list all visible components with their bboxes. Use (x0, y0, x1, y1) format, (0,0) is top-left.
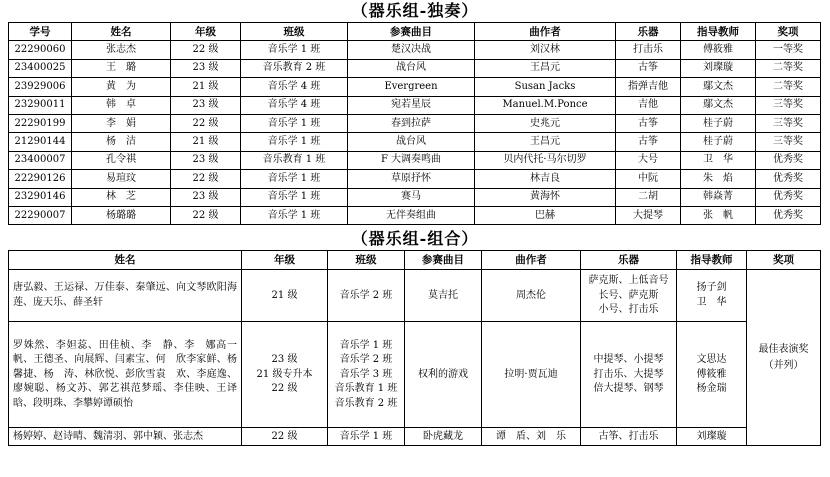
instrument-cell: 中提琴、小提琴 打击乐、大提琴 倍大提琴、钢琴 (581, 322, 677, 428)
instrument-cell: 古筝、打击乐 (581, 428, 677, 446)
award-cell: 优秀奖 (756, 188, 821, 206)
table-row (9, 206, 821, 224)
name-cell: 王 璐 (72, 59, 171, 77)
grade-cell: 23 级 (171, 59, 241, 77)
table-row (9, 188, 821, 206)
instrument-cell: 中阮 (616, 170, 681, 188)
teacher-cell: 刘璨璇 (677, 428, 747, 446)
award-cell: 优秀奖 (756, 151, 821, 169)
class-cell: 音乐学 1 班 (241, 206, 348, 224)
award-cell: 三等奖 (756, 96, 821, 114)
class-cell: 音乐学 1 班 (241, 41, 348, 59)
grade-cell: 21 级 (171, 133, 241, 151)
student-id-cell: 23400007 (9, 151, 72, 169)
class-cell: 音乐学 1 班 (241, 188, 348, 206)
award-cell: 三等奖 (756, 114, 821, 132)
piece-cell: 宛若星辰 (348, 96, 475, 114)
instrument-cell: 萨克斯、上低音号 长号、萨克斯 小号、打击乐 (581, 270, 677, 322)
header-cell: 乐器 (581, 251, 677, 270)
name-cell: 杨璐璐 (72, 206, 171, 224)
class-cell: 音乐学 1 班 (328, 428, 405, 446)
class-cell: 音乐学 2 班 (328, 270, 405, 322)
member-names-cell: 杨婷婷、赵诗晴、魏清羽、郭中颖、张志杰 (9, 428, 242, 446)
piece-cell: 莫吉托 (405, 270, 482, 322)
table-row (9, 41, 821, 59)
student-id-cell: 23290146 (9, 188, 72, 206)
piece-cell: 战台风 (348, 59, 475, 77)
composer-cell: Manuel.M.Ponce (475, 96, 616, 114)
solo-table (8, 22, 821, 225)
instrument-cell: 古筝 (616, 59, 681, 77)
table-row (9, 78, 821, 96)
student-id-cell: 23290011 (9, 96, 72, 114)
award-cell: 优秀奖 (756, 170, 821, 188)
teacher-cell: 卫 华 (681, 151, 756, 169)
header-cell: 姓名 (9, 251, 242, 270)
grade-header: 年级 (171, 23, 241, 41)
student-id-cell: 22290060 (9, 41, 72, 59)
piece-cell: 战台风 (348, 133, 475, 151)
grade-cell: 21 级 (242, 270, 328, 322)
teacher-cell: 朱 焰 (681, 170, 756, 188)
header-cell: 年级 (242, 251, 328, 270)
table-row (9, 270, 821, 322)
table-row (9, 322, 821, 428)
name-cell: 杨 洁 (72, 133, 171, 151)
composer-cell: 贝内代托·马尔切罗 (475, 151, 616, 169)
piece-cell: 草原抒怀 (348, 170, 475, 188)
class-cell: 音乐学 4 班 (241, 96, 348, 114)
grade-cell: 22 级 (171, 114, 241, 132)
teacher-cell: 傅筱雅 (681, 41, 756, 59)
name-cell: 张志杰 (72, 41, 171, 59)
instrument-cell: 大提琴 (616, 206, 681, 224)
name-header: 姓名 (72, 23, 171, 41)
name-cell: 黄 为 (72, 78, 171, 96)
teacher-cell: 鄢文杰 (681, 96, 756, 114)
student-id-cell: 23400025 (9, 59, 72, 77)
class-cell: 音乐学 1 班 (241, 133, 348, 151)
award-cell: 优秀奖 (756, 206, 821, 224)
grade-cell: 22 级 (171, 41, 241, 59)
instrument-cell: 吉他 (616, 96, 681, 114)
table-row (9, 59, 821, 77)
award-header: 奖项 (756, 23, 821, 41)
student-id-header: 学号 (9, 23, 72, 41)
grade-cell: 23 级 (171, 96, 241, 114)
header-cell: 班级 (328, 251, 405, 270)
grade-cell: 23 级 (171, 151, 241, 169)
teacher-cell: 桂子蔚 (681, 114, 756, 132)
student-id-cell: 23929006 (9, 78, 72, 96)
table-row (9, 428, 821, 446)
composer-cell: 刘汉林 (475, 41, 616, 59)
composer-cell: Susan Jacks (475, 78, 616, 96)
piece-cell: 春到拉萨 (348, 114, 475, 132)
composer-cell: 巴赫 (475, 206, 616, 224)
award-cell: 最佳表演奖 （并列） (747, 270, 821, 446)
ensemble-table-header (9, 251, 821, 270)
teacher-cell: 桂子蔚 (681, 133, 756, 151)
teacher-cell: 文思达 傅筱雅 杨金瑞 (677, 322, 747, 428)
ensemble-table (8, 250, 821, 446)
name-cell: 李 娟 (72, 114, 171, 132)
table-row (9, 96, 821, 114)
instrument-cell: 古筝 (616, 114, 681, 132)
composer-cell: 拉明·贾瓦迪 (482, 322, 581, 428)
class-header: 班级 (241, 23, 348, 41)
solo-table-header (9, 23, 821, 41)
table-row (9, 133, 821, 151)
name-cell: 孔令祺 (72, 151, 171, 169)
composer-cell: 周杰伦 (482, 270, 581, 322)
class-cell: 音乐学 1 班 (241, 114, 348, 132)
class-cell: 音乐学 1 班 (241, 170, 348, 188)
composer-cell: 王昌元 (475, 59, 616, 77)
composer-cell: 王昌元 (475, 133, 616, 151)
grade-cell: 23 级 21 级专升本 22 级 (242, 322, 328, 428)
award-cell: 三等奖 (756, 133, 821, 151)
award-cell: 二等奖 (756, 78, 821, 96)
teacher-cell: 刘璨璇 (681, 59, 756, 77)
piece-cell: Evergreen (348, 78, 475, 96)
teacher-cell: 韩焱菁 (681, 188, 756, 206)
class-cell: 音乐教育 2 班 (241, 59, 348, 77)
award-cell: 一等奖 (756, 41, 821, 59)
composer-cell: 史兆元 (475, 114, 616, 132)
grade-cell: 22 级 (171, 206, 241, 224)
student-id-cell: 22290199 (9, 114, 72, 132)
header-cell: 参赛曲目 (405, 251, 482, 270)
name-cell: 林 芝 (72, 188, 171, 206)
header-cell: 曲作者 (482, 251, 581, 270)
table-row (9, 151, 821, 169)
piece-cell: 楚汉决战 (348, 41, 475, 59)
composer-cell: 黄海怀 (475, 188, 616, 206)
table-row (9, 170, 821, 188)
header-cell: 奖项 (747, 251, 821, 270)
instrument-cell: 打击乐 (616, 41, 681, 59)
member-names-cell: 罗姝然、李妲蕊、田佳桢、李 静、李 娜高一帆、王德圣、向展辉、闫素宝、何 欣李家鲜、杨馨捷、杨 涛、林欣悦、彭欣雪袁 欢、李庭逸、廖婉聪、杨文苏、郭艺祺范梦瑶、李佳映、王译晗、段明珠、李攀婷谭硕怡 (9, 322, 242, 428)
instrument-cell: 古筝 (616, 133, 681, 151)
piece-cell: 赛马 (348, 188, 475, 206)
class-cell: 音乐学 1 班 音乐学 2 班 音乐学 3 班 音乐教育 1 班 音乐教育 2 班 (328, 322, 405, 428)
grade-cell: 22 级 (171, 170, 241, 188)
piece-cell: 无伴奏组曲 (348, 206, 475, 224)
composer-cell: 谭 盾、刘 乐 (482, 428, 581, 446)
teacher-cell: 鄢文杰 (681, 78, 756, 96)
award-cell: 二等奖 (756, 59, 821, 77)
teacher-cell: 张 帆 (681, 206, 756, 224)
piece-cell: 卧虎藏龙 (405, 428, 482, 446)
composer-cell: 林吉良 (475, 170, 616, 188)
grade-cell: 23 级 (171, 188, 241, 206)
solo-section-title: （器乐组-独奏） (351, 1, 479, 20)
instrument-header: 乐器 (616, 23, 681, 41)
student-id-cell: 22290126 (9, 170, 72, 188)
name-cell: 韩 卓 (72, 96, 171, 114)
member-names-cell: 唐弘毅、王运禄、万佳泰、秦肇远、向文琴欧阳海莲、庞天乐、薛圣轩 (9, 270, 242, 322)
grade-cell: 21 级 (171, 78, 241, 96)
header-cell: 指导教师 (677, 251, 747, 270)
piece-cell: F 大调奏鸣曲 (348, 151, 475, 169)
class-cell: 音乐学 4 班 (241, 78, 348, 96)
composer-header: 曲作者 (475, 23, 616, 41)
name-cell: 易瑄玟 (72, 170, 171, 188)
grade-cell: 22 级 (242, 428, 328, 446)
instrument-cell: 指弹吉他 (616, 78, 681, 96)
table-row (9, 114, 821, 132)
instrument-cell: 大号 (616, 151, 681, 169)
student-id-cell: 22290007 (9, 206, 72, 224)
teacher-header: 指导教师 (681, 23, 756, 41)
instrument-cell: 二胡 (616, 188, 681, 206)
teacher-cell: 扬子剑 卫 华 (677, 270, 747, 322)
student-id-cell: 21290144 (9, 133, 72, 151)
ensemble-section-title: （器乐组-组合） (351, 229, 479, 249)
class-cell: 音乐教育 1 班 (241, 151, 348, 169)
piece-cell: 权利的游戏 (405, 322, 482, 428)
piece-header: 参赛曲目 (348, 23, 475, 41)
